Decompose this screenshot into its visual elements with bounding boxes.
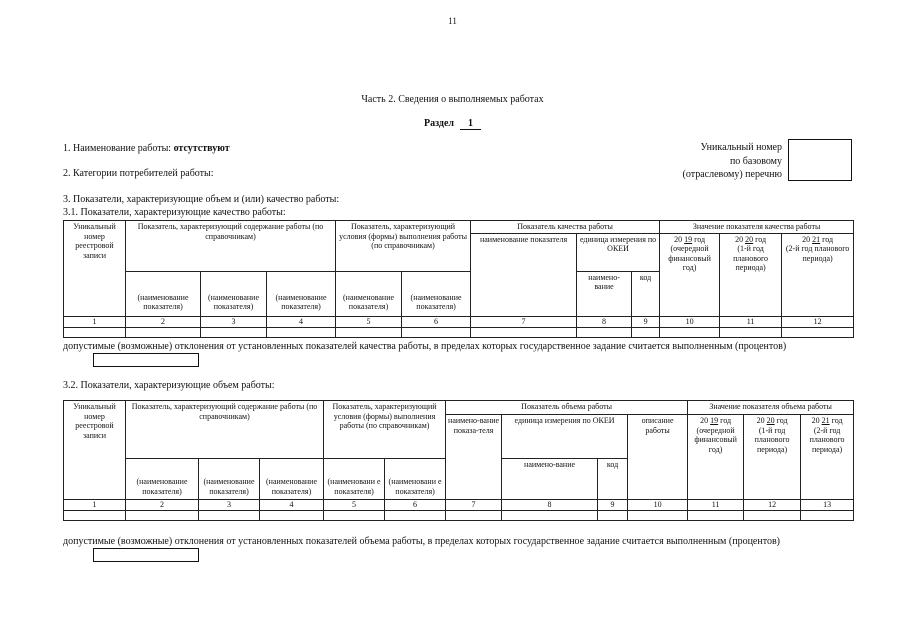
quality-empty-row[interactable] xyxy=(64,327,854,337)
volume-empty-row[interactable] xyxy=(64,511,854,521)
quality-year-2: 20 20 год (1-й год планового периода) xyxy=(720,233,782,316)
quality-col-indicator-name: наименование показателя xyxy=(471,233,577,316)
volume-col-unit-code: код xyxy=(598,459,628,500)
quality-sub-name-2: (наименование показателя) xyxy=(201,271,267,316)
volume-year-1: 20 19 год (очередной финансовый год) xyxy=(688,415,744,500)
volume-col-unit-name: наимено-вание xyxy=(502,459,598,500)
volume-sub-name-3: (наименование показателя) xyxy=(260,459,324,500)
quality-year-1: 20 19 год (очередной финансовый год) xyxy=(660,233,720,316)
quality-sub-name-1: (наименование показателя) xyxy=(126,271,201,316)
volume-col-conditions: Показатель, характеризующий условия (формы) выполнения работы (по справочникам) xyxy=(324,401,446,459)
volume-col-indicator-name: наимено-вание показа-теля xyxy=(446,415,502,500)
work-name-value: отсутствуют xyxy=(173,143,230,154)
quality-col-unit-code: код xyxy=(632,271,660,316)
volume-table xyxy=(63,400,854,521)
quality-col-unit-name: наимено-вание xyxy=(577,271,632,316)
unique-number-line-2: по базовому xyxy=(729,155,782,167)
quality-sub-name-5: (наименование показателя) xyxy=(402,271,471,316)
unique-number-line-3: (отраслевому) перечню xyxy=(682,169,782,180)
volume-deviation-input[interactable] xyxy=(93,548,199,562)
work-name-line xyxy=(63,143,230,154)
volume-col-value: Значение показателя объема работы xyxy=(688,401,854,415)
unique-number-label xyxy=(620,141,782,182)
consumers-label: 2. Категории потребителей работы: xyxy=(63,168,214,179)
quality-col-conditions: Показатель, характеризующий условия (формы) выполнения работы (по справочникам) xyxy=(336,221,471,272)
quality-table xyxy=(63,220,854,338)
quality-deviation-input[interactable] xyxy=(93,353,199,367)
volume-col-unit: единица измерения по ОКЕИ xyxy=(502,415,628,459)
section-label: Раздел xyxy=(423,118,455,129)
volume-sub-name-2: (наименование показателя) xyxy=(199,459,260,500)
quality-col-content: Показатель, характеризующий содержание работы (по справочникам) xyxy=(126,221,336,272)
section-number: 1 xyxy=(460,118,481,130)
quality-sub-name-3: (наименование показателя) xyxy=(267,271,336,316)
volume-col-content: Показатель, характеризующий содержание работы (по справочникам) xyxy=(126,401,324,459)
unique-number-line-1: Уникальный номер xyxy=(700,142,782,153)
volume-deviation-text: допустимые (возможные) отклонения от установленных показателей объема работы, в пределах которых государственное задание считается выполненным (процентов) xyxy=(63,536,780,547)
quality-sub-name-4: (наименование показателя) xyxy=(336,271,402,316)
volume-col-registry: Уникальный номер реестровой записи xyxy=(64,401,126,500)
volume-deviation xyxy=(63,535,853,562)
quality-number-row: 1 2 3 4 5 6 7 8 9 10 11 12 xyxy=(64,316,854,327)
page-number: 11 xyxy=(448,16,457,26)
volume-sub-name-4: (наименовани е показателя) xyxy=(324,459,385,500)
volume-sub-name-1: (наименование показателя) xyxy=(126,459,199,500)
quality-col-value: Значение показателя качества работы xyxy=(660,221,854,234)
quality-col-registry: Уникальный номер реестровой записи xyxy=(64,221,126,317)
quality-col-unit: единица измерения по ОКЕИ xyxy=(577,233,660,271)
part-title: Часть 2. Сведения о выполняемых работах xyxy=(361,94,544,105)
quality-deviation xyxy=(63,340,853,367)
volume-col-description: описание работы xyxy=(628,415,688,500)
quality-heading: 3.1. Показатели, характеризующие качество работы: xyxy=(63,207,286,218)
indicators-heading: 3. Показатели, характеризующие объем и (или) качество работы: xyxy=(63,194,340,205)
unique-number-box[interactable] xyxy=(788,139,852,181)
volume-col-indicator: Показатель объема работы xyxy=(446,401,688,415)
volume-sub-name-5: (наименовани е показателя) xyxy=(385,459,446,500)
quality-col-indicator: Показатель качества работы xyxy=(471,221,660,234)
section-heading xyxy=(0,118,905,130)
volume-heading: 3.2. Показатели, характеризующие объем работы: xyxy=(63,380,275,391)
work-name-label: 1. Наименование работы: xyxy=(63,143,172,154)
quality-year-3: 20 21 год (2-й год планового периода) xyxy=(782,233,854,316)
volume-year-2: 20 20 год (1-й год планового периода) xyxy=(744,415,801,500)
volume-year-3: 20 21 год (2-й год планового периода) xyxy=(801,415,854,500)
volume-number-row: 1 2 3 4 5 6 7 8 9 10 11 12 13 xyxy=(64,500,854,511)
quality-deviation-text: допустимые (возможные) отклонения от установленных показателей качества работы, в пределах которых государственное задание считается выполненным (процентов) xyxy=(63,341,787,352)
